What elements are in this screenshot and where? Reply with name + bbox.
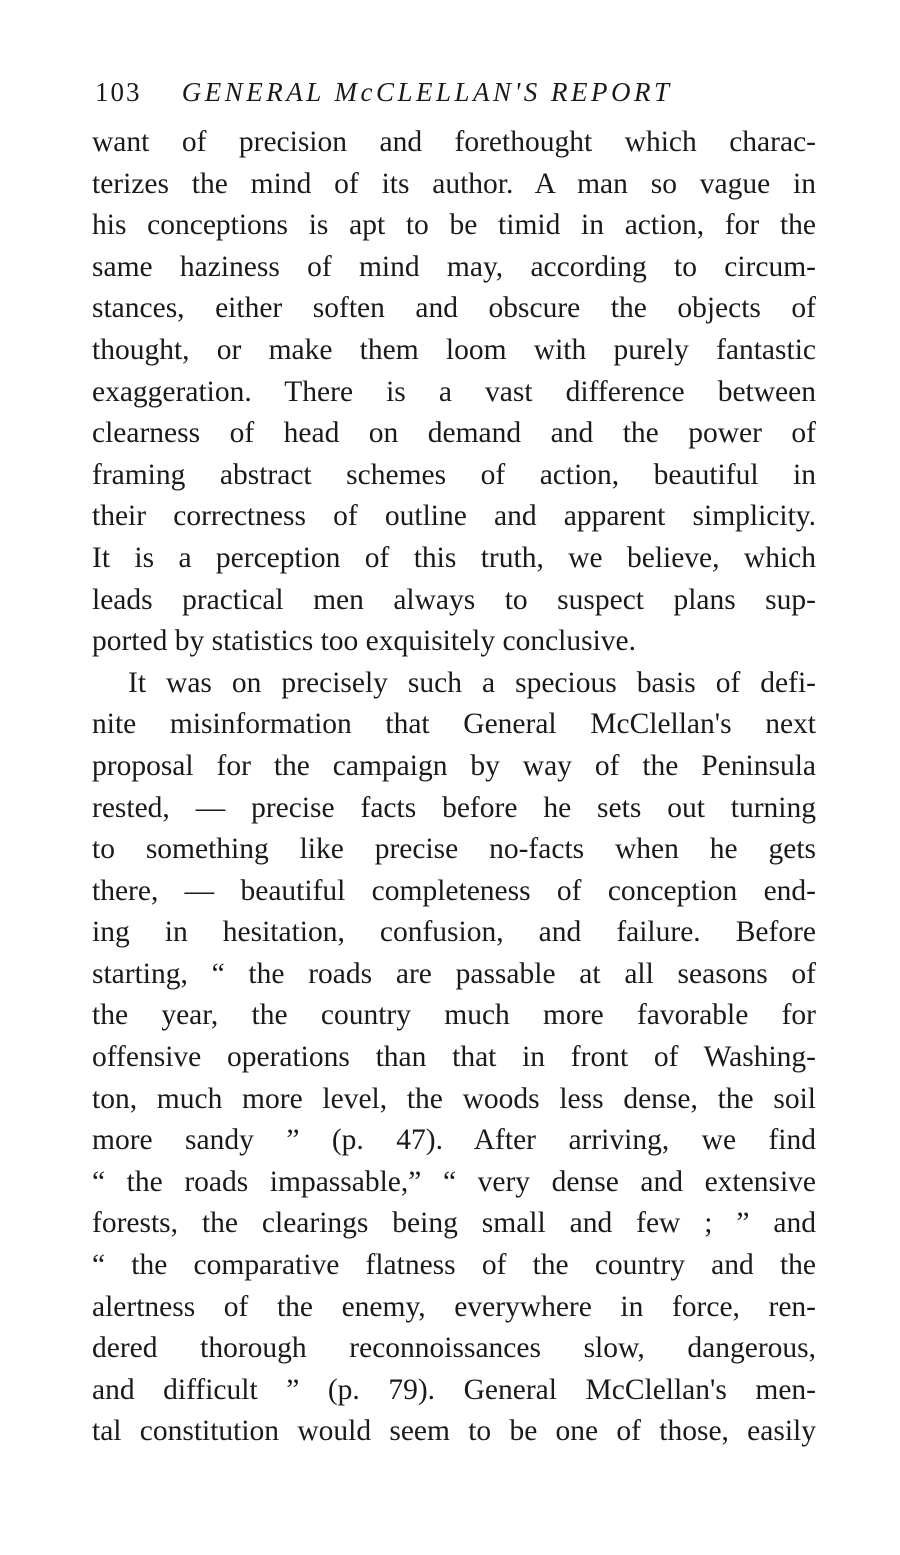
text-line: leads practical men always to suspect plans sup- bbox=[92, 583, 816, 616]
text-line: ton, much more level, the woods less dense, the soil bbox=[92, 1082, 816, 1115]
text-line: alertness of the enemy, everywhere in force, ren- bbox=[92, 1290, 816, 1323]
text-line: his conceptions is apt to be timid in action, for the bbox=[92, 209, 816, 242]
running-title: GENERAL McCLELLAN'S REPORT bbox=[181, 77, 673, 107]
text-line: there, — beautiful completeness of conception end- bbox=[92, 874, 816, 907]
paragraph-1 bbox=[92, 122, 816, 663]
text-line: want of precision and forethought which charac- bbox=[92, 126, 816, 158]
text-line: “ the roads impassable,” “ very dense and extensive bbox=[92, 1165, 816, 1198]
text-line: thought, or make them loom with purely fantastic bbox=[92, 333, 816, 366]
text-line: to something like precise no-facts when he gets bbox=[92, 833, 816, 866]
text-line: framing abstract schemes of action, beautiful in bbox=[92, 458, 816, 491]
text-line: clearness of head on demand and the power of bbox=[92, 417, 816, 450]
paragraph-2 bbox=[92, 663, 816, 1453]
text-line: ing in hesitation, confusion, and failure. Before bbox=[92, 916, 816, 949]
text-line: their correctness of outline and apparent simplicity. bbox=[92, 500, 816, 533]
text-line: “ the comparative flatness of the country and the bbox=[92, 1249, 816, 1282]
text-line: exaggeration. There is a vast difference between bbox=[92, 375, 816, 408]
text-line: stances, either soften and obscure the objects of bbox=[92, 292, 816, 325]
text-line: dered thorough reconnoissances slow, dangerous, bbox=[92, 1332, 816, 1365]
text-line: rested, — precise facts before he sets out turning bbox=[92, 791, 816, 824]
body-text bbox=[92, 122, 816, 1453]
text-line: starting, “ the roads are passable at all seasons of bbox=[92, 957, 816, 990]
text-line: forests, the clearings being small and few ; ” and bbox=[92, 1207, 816, 1240]
running-head bbox=[95, 70, 815, 114]
text-line: tal constitution would seem to be one of those, easily bbox=[92, 1415, 816, 1448]
text-line: terizes the mind of its author. A man so vague in bbox=[92, 167, 816, 200]
text-line: It was on precisely such a specious basis of defi- bbox=[128, 666, 816, 699]
text-line: the year, the country much more favorable for bbox=[92, 999, 816, 1032]
text-line: offensive operations than that in front of Washing- bbox=[92, 1041, 816, 1074]
text-line: It is a perception of this truth, we believe, which bbox=[92, 541, 816, 574]
text-line: more sandy ” (p. 47). After arriving, we find bbox=[92, 1124, 816, 1157]
text-line: and difficult ” (p. 79). General McClellan's men- bbox=[92, 1373, 816, 1406]
text-line: nite misinformation that General McClellan's next bbox=[92, 708, 816, 741]
text-line: same haziness of mind may, according to circum- bbox=[92, 250, 816, 283]
text-line: proposal for the campaign by way of the Peninsula bbox=[92, 749, 816, 782]
text-line: ported by statistics too exquisitely conclusive. bbox=[92, 625, 637, 658]
page-number: 103 bbox=[95, 77, 142, 107]
